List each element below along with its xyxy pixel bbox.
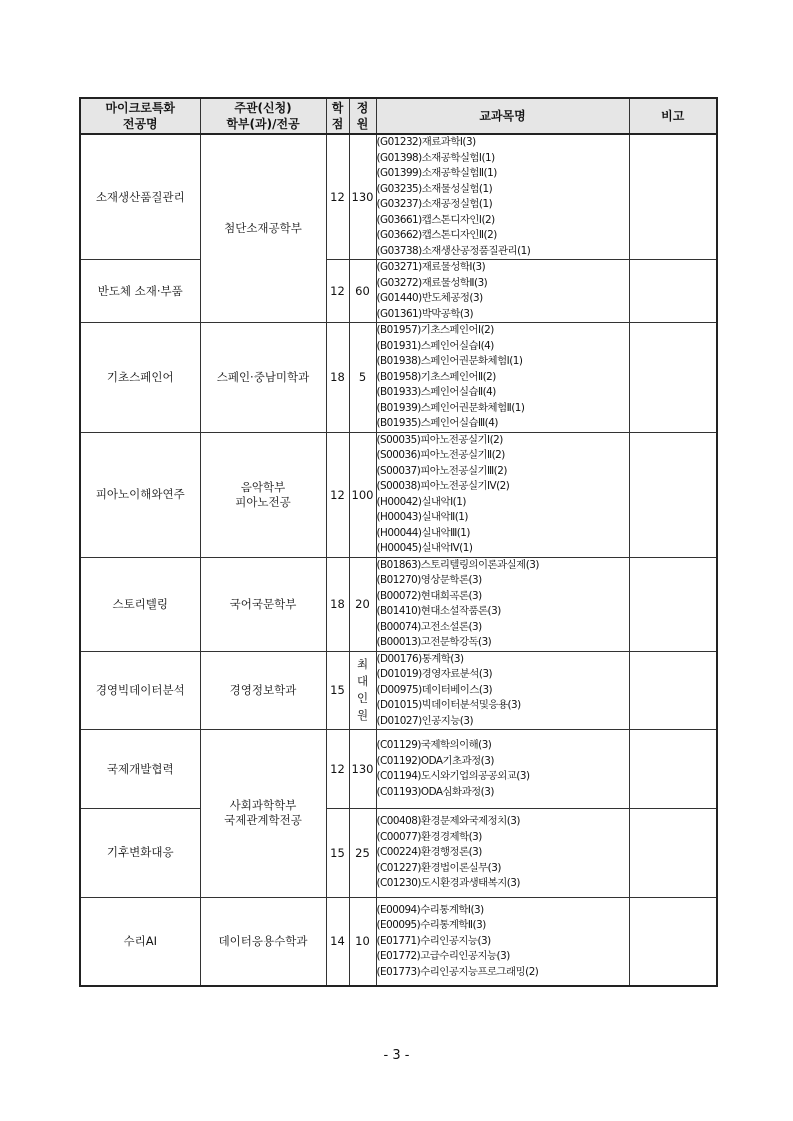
course-item: (G03271)재료물성학Ⅰ(3) [376, 261, 486, 273]
major-name: 수리AI [80, 897, 200, 986]
dept-name: 국어국문학부 [200, 557, 326, 651]
course-item: (G03235)소재물성실험(1) [376, 182, 493, 195]
table-header-row [80, 98, 717, 134]
course-item: (C01193)ODA심화과정(3) [376, 785, 494, 798]
course-list [376, 260, 629, 323]
course-item: (G03662)캡스톤디자인Ⅱ(2) [376, 229, 497, 241]
course-list [376, 134, 629, 260]
course-list [376, 809, 629, 898]
table-row [80, 651, 717, 730]
course-item: (G03272)재료물성학Ⅱ(3) [376, 276, 488, 289]
course-item: (E00095)수리통계학Ⅱ(3) [376, 919, 486, 931]
header-credits: 학 점 [326, 98, 349, 134]
course-item: (C00077)환경경제학(3) [376, 830, 482, 843]
course-item: (H00045)실내악Ⅳ(1) [376, 542, 473, 554]
course-item: (D01027)인공지능(3) [376, 714, 474, 727]
course-item: (D00176)통계학(3) [376, 652, 464, 665]
remarks-cell [629, 557, 717, 651]
quota: 최 대 인 원 [349, 651, 376, 730]
major-name: 기초스페인어 [80, 323, 200, 433]
quota: 10 [349, 897, 376, 986]
quota: 60 [349, 260, 376, 323]
table-row [80, 557, 717, 651]
credits: 15 [326, 651, 349, 730]
credits: 18 [326, 557, 349, 651]
course-item: (D00975)데이터베이스(3) [376, 683, 493, 696]
course-item: (E01772)고급수리인공지능(3) [376, 950, 510, 962]
header-dept: 주관(신청) 학부(과)/전공 [200, 98, 326, 134]
course-item: (D01019)경영자료분석(3) [376, 668, 493, 680]
table-row [80, 260, 717, 323]
course-item: (G01232)재료과학Ⅰ(3) [376, 136, 476, 148]
micro-major-table [79, 97, 718, 987]
quota: 25 [349, 809, 376, 898]
course-item: (G01398)소재공학실험Ⅰ(1) [376, 151, 495, 164]
quota: 5 [349, 323, 376, 433]
course-item: (H00044)실내악Ⅲ(1) [376, 526, 470, 539]
remarks-cell [629, 432, 717, 557]
header-courses: 교과목명 [376, 98, 629, 134]
header-quota: 정 원 [349, 98, 376, 134]
remarks-cell [629, 897, 717, 986]
table-row [80, 323, 717, 433]
credits: 15 [326, 809, 349, 898]
major-name: 기후변화대응 [80, 809, 200, 898]
course-item: (G01361)박막공학(3) [376, 307, 474, 320]
course-item: (C01227)환경법이론실무(3) [376, 861, 501, 874]
course-item: (S00035)피아노전공실기Ⅰ(2) [376, 433, 503, 446]
remarks-cell [629, 651, 717, 730]
credits: 14 [326, 897, 349, 986]
remarks-cell [629, 260, 717, 323]
course-item: (G01399)소재공학실험Ⅱ(1) [376, 167, 497, 179]
course-list [376, 897, 629, 986]
dept-name: 경영정보학과 [200, 651, 326, 730]
credits: 12 [326, 134, 349, 260]
course-item: (B01270)영상문학론(3) [376, 574, 482, 586]
course-item: (E01771)수리인공지능(3) [376, 934, 491, 947]
table-row [80, 897, 717, 986]
quota: 100 [349, 432, 376, 557]
course-item: (G03738)소재생산공정품질관리(1) [376, 244, 531, 257]
course-list [376, 432, 629, 557]
quota: 130 [349, 134, 376, 260]
quota: 130 [349, 730, 376, 809]
dept-name: 데이터응용수학과 [200, 897, 326, 986]
course-item: (B00013)고전문학강독(3) [376, 636, 492, 648]
course-item: (C01192)ODA기초과정(3) [376, 754, 494, 767]
major-name: 반도체 소재·부품 [80, 260, 200, 323]
table-row [80, 134, 717, 260]
course-item: (D01015)빅데이터분석및응용(3) [376, 699, 521, 711]
course-item: (C01129)국제학의이해(3) [376, 739, 492, 751]
course-list [376, 557, 629, 651]
dept-name: 음악학부 피아노전공 [200, 432, 326, 557]
course-item: (B01933)스페인어실습Ⅱ(4) [376, 386, 496, 398]
quota: 20 [349, 557, 376, 651]
course-item: (B01939)스페인어권문화체험Ⅱ(1) [376, 401, 525, 414]
credits: 12 [326, 260, 349, 323]
remarks-cell [629, 323, 717, 433]
course-item: (C01194)도시와기업의공공외교(3) [376, 770, 530, 782]
course-item: (C00224)환경행정론(3) [376, 846, 482, 858]
major-name: 경영빅데이터분석 [80, 651, 200, 730]
course-item: (B01410)현대소설작품론(3) [376, 605, 501, 617]
dept-name: 첨단소재공학부 [200, 134, 326, 323]
course-item: (E00094)수리통계학Ⅰ(3) [376, 903, 484, 916]
course-list [376, 730, 629, 809]
header-remarks: 비고 [629, 98, 717, 134]
major-name: 소재생산품질관리 [80, 134, 200, 260]
course-item: (G01440)반도체공정(3) [376, 292, 483, 304]
credits: 18 [326, 323, 349, 433]
course-item: (S00038)피아노전공실기Ⅳ(2) [376, 480, 510, 492]
dept-name: 스페인·중남미학과 [200, 323, 326, 433]
course-item: (S00036)피아노전공실기Ⅱ(2) [376, 449, 505, 461]
course-item: (C01230)도시환경과생태복지(3) [376, 877, 520, 889]
course-item: (H00042)실내악Ⅰ(1) [376, 495, 466, 508]
course-item: (B01938)스페인어권문화체험Ⅰ(1) [376, 355, 523, 367]
major-name: 국제개발협력 [80, 730, 200, 809]
header-major: 마이크로특화 전공명 [80, 98, 200, 134]
course-item: (G03237)소재공정실험(1) [376, 198, 493, 210]
course-item: (C00408)환경문제와국제정치(3) [376, 815, 520, 827]
credits: 12 [326, 432, 349, 557]
course-item: (B00072)현대희곡론(3) [376, 589, 482, 602]
course-item: (B01958)기초스페인어Ⅱ(2) [376, 370, 496, 383]
course-item: (S00037)피아노전공실기Ⅲ(2) [376, 464, 507, 477]
credits: 12 [326, 730, 349, 809]
major-name: 스토리텔링 [80, 557, 200, 651]
course-item: (B00074)고전소설론(3) [376, 620, 482, 633]
page-number: - 3 - [383, 1048, 410, 1063]
remarks-cell [629, 134, 717, 260]
course-item: (B01935)스페인어실습Ⅲ(4) [376, 417, 498, 429]
course-item: (B01931)스페인어실습Ⅰ(4) [376, 339, 494, 352]
course-list [376, 323, 629, 433]
major-name: 피아노이해와연주 [80, 432, 200, 557]
dept-name: 사회과학학부 국제관계학전공 [200, 730, 326, 898]
course-item: (E01773)수리인공지능프로그래밍(2) [376, 965, 539, 978]
course-item: (H00043)실내악Ⅱ(1) [376, 511, 468, 523]
remarks-cell [629, 809, 717, 898]
course-item: (B01957)기초스페인어Ⅰ(2) [376, 324, 494, 336]
course-item: (G03661)캡스톤디자인Ⅰ(2) [376, 213, 495, 226]
course-list [376, 651, 629, 730]
remarks-cell [629, 730, 717, 809]
course-item: (B01863)스토리텔링의이론과실제(3) [376, 558, 539, 571]
table-row [80, 432, 717, 557]
table-row [80, 809, 717, 898]
table-row [80, 730, 717, 809]
